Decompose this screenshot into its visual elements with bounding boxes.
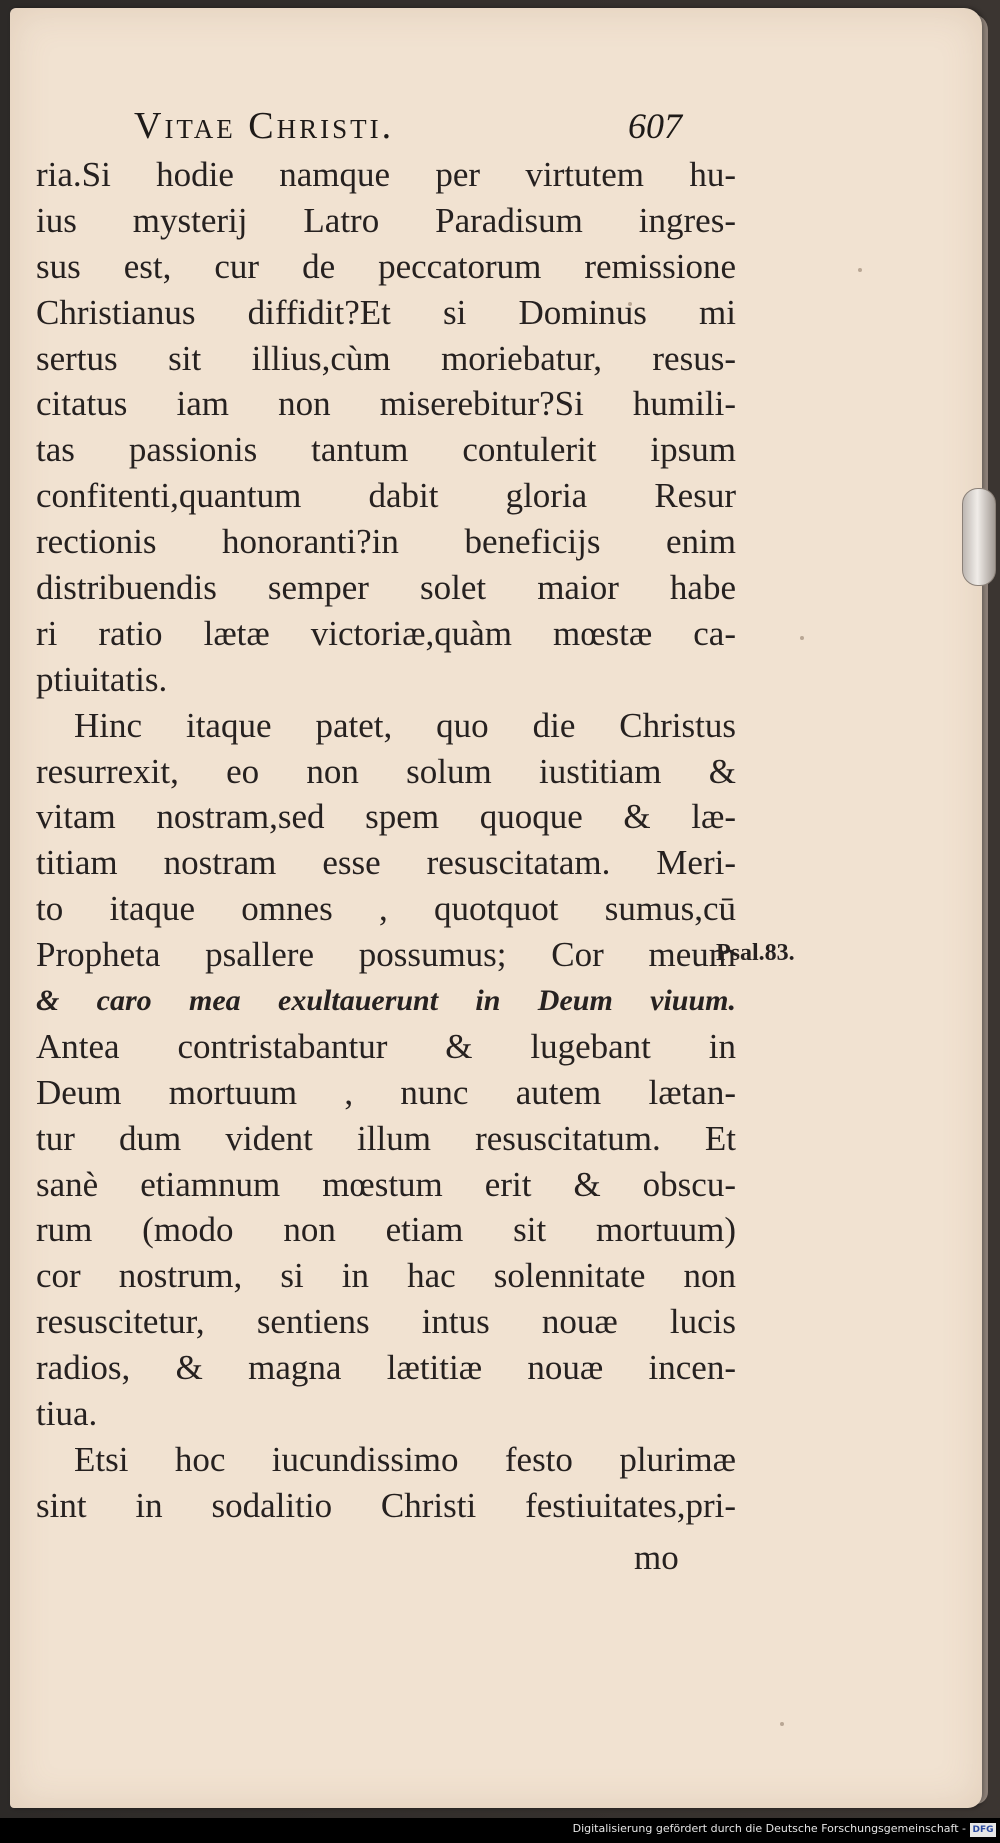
dfg-logo-icon: DFG [970, 1823, 996, 1837]
text-line: sertus sit illius,cùm moriebatur, resus- [36, 338, 736, 378]
text-line: rum (modo non etiam sit mortuum) [36, 1210, 736, 1250]
text-line: vitam nostram,sed spem quoque & læ- [36, 797, 736, 837]
text-line: ria.Si hodie namque per virtutem hu- [36, 155, 736, 194]
text-line: tiua. [36, 1394, 98, 1434]
marginal-note: Psal.83. [716, 940, 795, 966]
text-line: citatus iam non miserebitur?Si humili- [36, 384, 736, 424]
paper-speck [780, 1722, 784, 1726]
page-header [0, 104, 1000, 148]
body-text [36, 152, 736, 1529]
text-line: Etsi hoc iucundissimo festo plurimæ [74, 1439, 736, 1479]
text-line: radios, & magna lætitiæ nouæ incen- [36, 1348, 736, 1388]
text-line: confitenti,quantum dabit gloria Resur [36, 476, 736, 516]
text-line: sint in sodalitio Christi festiuitates,pri- [36, 1485, 736, 1525]
text-line: tur dum vident illum resuscitatum. Et [36, 1118, 736, 1158]
text-line: Propheta psallere possumus; Cor meum [36, 935, 736, 975]
text-line: Deum mortuum , nunc autem lætan- [36, 1072, 736, 1112]
text-line: ri ratio lætæ victoriæ,quàm mœstæ ca- [36, 613, 736, 653]
digitization-footer [0, 1818, 1000, 1843]
text-line: Christianus diffidit?Et si Dominus mi [36, 292, 736, 332]
text-line: tas passionis tantum contulerit ipsum [36, 430, 736, 470]
paper-speck [800, 636, 804, 640]
text-line-italic-quote: & caro mea exultauerunt in Deum viuum. [36, 984, 736, 1018]
text-line: sus est, cur de peccatorum remissione [36, 246, 736, 286]
text-line: resurrexit, eo non solum iustitiam & [36, 751, 736, 791]
paper-speck [858, 268, 862, 272]
running-title: Vitae Christi. [134, 105, 395, 147]
text-line: Antea contristabantur & lugebant in [36, 1026, 736, 1066]
text-line: distribuendis semper solet maior habe [36, 568, 736, 608]
digitization-notice: Digitalisierung gefördert durch die Deutsche Forschungsgemeinschaft - [572, 1822, 966, 1835]
text-line: cor nostrum, si in hac solennitate non [36, 1256, 736, 1296]
catchword: mo [634, 1538, 679, 1577]
page-number: 607 [628, 106, 682, 146]
text-line: ius mysterij Latro Paradisum ingres- [36, 200, 736, 240]
text-line: to itaque omnes , quotquot sumus,cū [36, 889, 736, 929]
text-line: resuscitetur, sentiens intus nouæ lucis [36, 1302, 736, 1342]
text-line: ptiuitatis. [36, 659, 168, 699]
book-clasp [962, 488, 996, 586]
text-line: Hinc itaque patet, quo die Christus [74, 705, 736, 745]
text-line: titiam nostram esse resuscitatam. Meri- [36, 843, 736, 883]
text-line: sanè etiamnum mœstum erit & obscu- [36, 1164, 736, 1204]
text-line: rectionis honoranti?in beneficijs enim [36, 522, 736, 562]
